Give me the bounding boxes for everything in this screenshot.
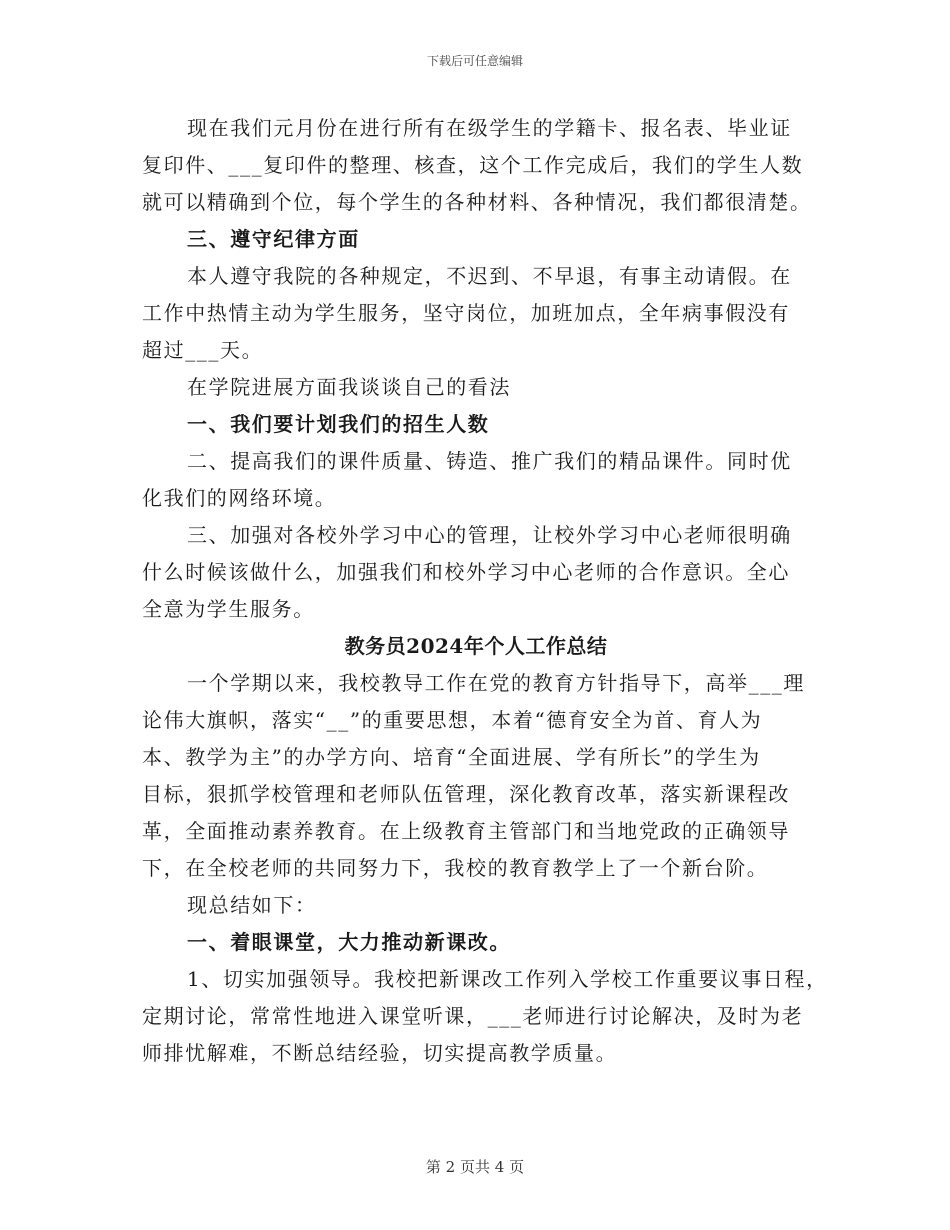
paragraph-line: 1、切实加强领导。我校把新课改工作列入学校工作重要议事日程，	[187, 967, 828, 991]
document-body	[142, 110, 828, 1072]
paragraph-line: 超过___天。	[142, 338, 264, 362]
paragraph-line: 本、教学为主”的办学方向、培育“全面进展、学有所长”的学生为	[142, 745, 761, 769]
paragraph-line: 革，全面推动素养教育。在上级教育主管部门和当地党政的正确领导	[142, 819, 790, 843]
page-header: 下载后可任意编辑	[426, 54, 523, 68]
paragraph-line: 一个学期以来，我校教导工作在党的教育方针指导下，高举___理	[187, 671, 805, 695]
paragraph-line: 现总结如下：	[187, 893, 317, 917]
paragraph-line: 化我们的网络环境。	[142, 486, 337, 510]
paragraph-line: 目标，狠抓学校管理和老师队伍管理，深化教育改革，落实新课程改	[142, 782, 790, 806]
page-number: 第 2 页共 4 页	[425, 1158, 525, 1176]
paragraph-line: 定期讨论，常常性地进入课堂听课，___老师进行讨论解决，及时为老	[142, 1004, 804, 1028]
paragraph-line: 师排忧解难，不断总结经验，切实提高教学质量。	[142, 1041, 618, 1065]
paragraph-line: 复印件、___复印件的整理、核查，这个工作完成后，我们的学生人数	[142, 153, 804, 177]
section-heading: 一、着眼课堂，大力推动新课改。	[187, 930, 511, 954]
paragraph-line: 本人遵守我院的各种规定，不迟到、不早退，有事主动请假。在	[187, 264, 792, 288]
section-heading: 三、遵守纪律方面	[187, 227, 360, 251]
section-heading: 一、我们要计划我们的招生人数	[187, 412, 490, 436]
paragraph-line: 论伟大旗帜，落实“__”的重要思想，本着“德育安全为首、育人为	[142, 708, 763, 732]
document-title: 教务员2024年个人工作总结	[344, 634, 608, 658]
paragraph-line: 现在我们元月份在进行所有在级学生的学籍卡、报名表、毕业证	[187, 116, 792, 140]
paragraph-line: 在学院进展方面我谈谈自己的看法	[187, 375, 511, 399]
paragraph-line: 什么时候该做什么，加强我们和校外学习中心老师的合作意识。全心	[142, 560, 790, 584]
paragraph-line: 全意为学生服务。	[142, 597, 315, 621]
paragraph-line: 下，在全校老师的共同努力下，我校的教育教学上了一个新台阶。	[142, 856, 769, 880]
paragraph-line: 就可以精确到个位，每个学生的各种材料、各种情况，我们都很清楚。	[142, 190, 812, 214]
paragraph-line: 工作中热情主动为学生服务，坚守岗位，加班加点，全年病事假没有	[142, 301, 790, 325]
paragraph-line: 三、加强对各校外学习中心的管理，让校外学习中心老师很明确	[187, 523, 792, 547]
paragraph-line: 二、提高我们的课件质量、铸造、推广我们的精品课件。同时优	[187, 449, 792, 473]
